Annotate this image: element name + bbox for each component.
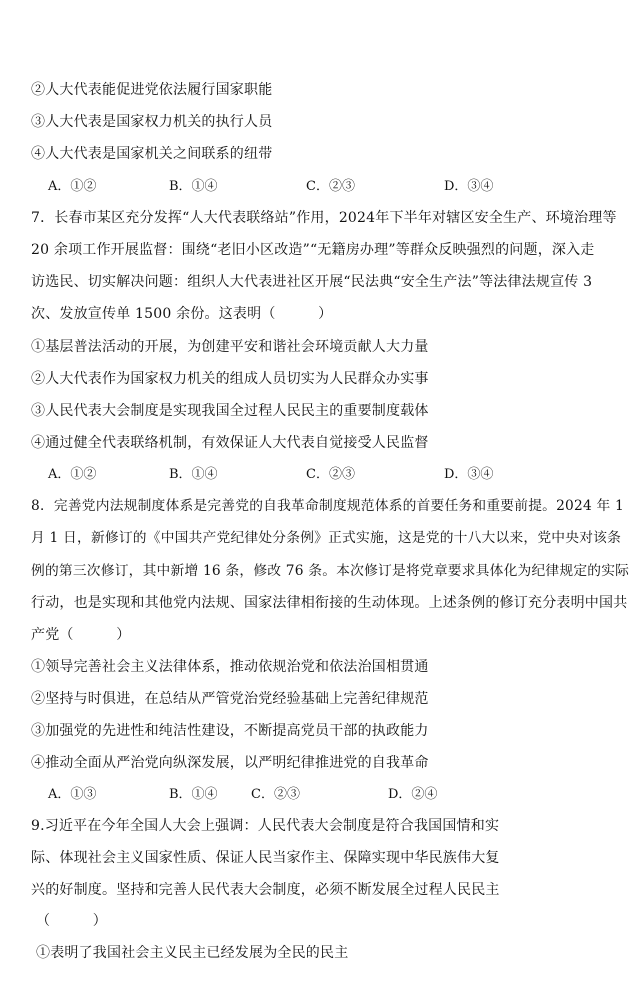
q7-stem-line-2: 20 余项工作开展监督：围绕“老旧小区改造”“无籍房办理”等群众反映强烈的问题，深入走: [31, 242, 595, 258]
q8-stem-line-5: 产党（ ）: [31, 627, 131, 643]
q9-stem-line-3: 兴的好制度。坚持和完善人民代表大会制度，必须不断发展全过程人民民主: [31, 882, 500, 898]
q9-stem-line-1: 9.习近平在今年全国人大会上强调：人民代表大会制度是符合我国国情和实: [31, 818, 500, 834]
q7-stem-line-1: 7．长春市某区充分发挥“人大代表联络站”作用，2024年下半年对辖区安全生产、环境治理等: [31, 210, 617, 226]
q8-option-b[interactable]: B．①④: [169, 787, 218, 802]
q7-statement-2: ②人大代表作为国家权力机关的组成人员切实为人民群众办实事: [31, 371, 429, 387]
q7-statement-4: ④通过健全代表联络机制，有效保证人大代表自觉接受人民监督: [31, 435, 429, 451]
q8-stem-line-1: 8．完善党内法规制度体系是完善党的自我革命制度规范体系的首要任务和重要前提。2024 年 1: [31, 498, 624, 514]
q8-option-a[interactable]: A．①③: [48, 787, 97, 802]
q7-option-b[interactable]: B．①④: [169, 467, 218, 482]
q8-statement-4: ④推动全面从严治党向纵深发展，以严明纪律推进党的自我革命: [31, 755, 429, 771]
q7-stem-line-4: 次、发放宣传单 1500 余份。这表明（ ）: [31, 306, 333, 322]
q7-option-d[interactable]: D．③④: [444, 467, 494, 482]
q6-statement-3: ③人大代表是国家权力机关的执行人员: [31, 114, 273, 130]
q7-statement-1: ①基层普法活动的开展，为创建平安和谐社会环境贡献人大力量: [31, 339, 429, 355]
q8-stem-line-4: 行动，也是实现和其他党内法规、国家法律相衔接的生动体现。上述条例的修订充分表明中国共: [31, 595, 628, 611]
q9-stem-line-2: 际、体现社会主义国家性质、保证人民当家作主、保障实现中华民族伟大复: [31, 850, 500, 866]
q8-option-d[interactable]: D．②④: [388, 787, 438, 802]
q8-stem-line-2: 月 1 日，新修订的《中国共产党纪律处分条例》正式实施，这是党的十八大以来，党中央对该条: [31, 530, 622, 546]
q9-stem-line-4: （ ）: [36, 913, 107, 929]
q6-option-d[interactable]: D．③④: [444, 179, 494, 194]
q6-option-c[interactable]: C．②③: [306, 179, 355, 194]
q7-option-a[interactable]: A．①②: [48, 467, 97, 482]
q6-option-a[interactable]: A．①②: [48, 179, 97, 194]
q8-option-c[interactable]: C．②③: [251, 787, 300, 802]
q7-statement-3: ③人民代表大会制度是实现我国全过程人民民主的重要制度载体: [31, 403, 429, 419]
q6-statement-2: ②人大代表能促进党依法履行国家职能: [31, 82, 273, 98]
q8-statement-1: ①领导完善社会主义法律体系，推动依规治党和依法治国相贯通: [31, 659, 429, 675]
q9-statement-1: ①表明了我国社会主义民主已经发展为全民的民主: [36, 945, 349, 961]
q7-stem-line-3: 访选民、切实解决问题：组织人大代表进社区开展“民法典“安全生产法”等法律法规宣传 3: [31, 274, 593, 290]
q6-option-b[interactable]: B．①④: [169, 179, 218, 194]
q8-stem-line-3: 例的第三次修订，其中新增 16 条，修改 76 条。本次修订是将党章要求具体化为纪律规定的实际: [31, 563, 630, 579]
q6-statement-4: ④人大代表是国家机关之间联系的纽带: [31, 146, 273, 162]
q8-statement-3: ③加强党的先进性和纯洁性建设，不断提高党员干部的执政能力: [31, 723, 429, 739]
q7-option-c[interactable]: C．②③: [306, 467, 355, 482]
q8-statement-2: ②坚持与时俱进，在总结从严管党治党经验基础上完善纪律规范: [31, 691, 429, 707]
